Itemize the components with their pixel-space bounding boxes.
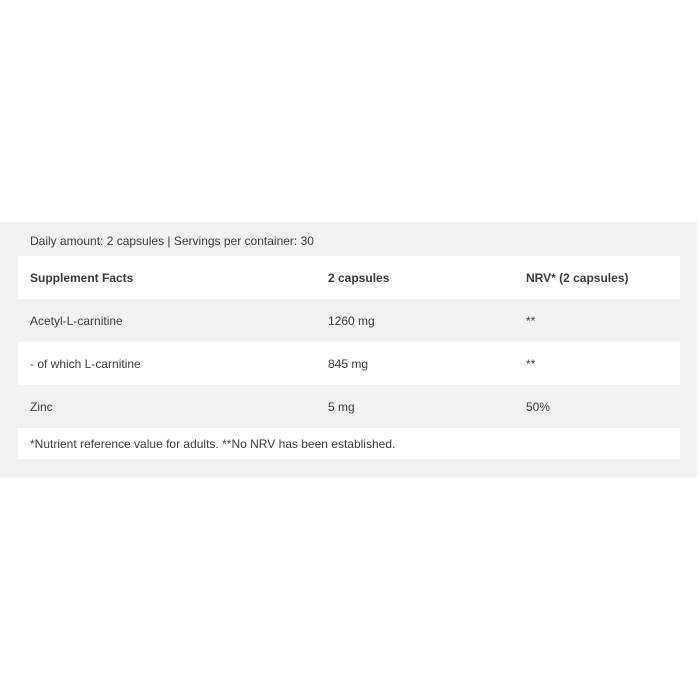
table-row <box>18 342 680 385</box>
row-nrv: ** <box>526 356 536 371</box>
row-amount: 845 mg <box>328 356 369 371</box>
header-nrv: NRV* (2 capsules) <box>526 270 629 285</box>
row-ingredient-name: Zinc <box>30 399 53 414</box>
supplement-facts-table <box>18 256 680 459</box>
daily-amount-text: Daily amount: 2 capsules | Servings per container: 30 <box>30 234 314 248</box>
footnote-text: *Nutrient reference value for adults. **No NRV has been established. <box>30 436 396 451</box>
row-ingredient-name: Acetyl-L-carnitine <box>30 313 123 328</box>
footnote-row <box>18 428 680 459</box>
row-nrv: ** <box>526 313 536 328</box>
header-serving-amount: 2 capsules <box>328 270 390 285</box>
table-row <box>18 299 680 342</box>
row-ingredient-name: - of which L-carnitine <box>30 356 141 371</box>
row-nrv: 50% <box>526 399 551 414</box>
table-row <box>18 385 680 428</box>
row-amount: 1260 mg <box>328 313 375 328</box>
row-amount: 5 mg <box>328 399 355 414</box>
header-supplement-facts: Supplement Facts <box>30 270 134 285</box>
supplement-facts-panel <box>0 222 697 478</box>
table-header-row <box>18 256 680 299</box>
